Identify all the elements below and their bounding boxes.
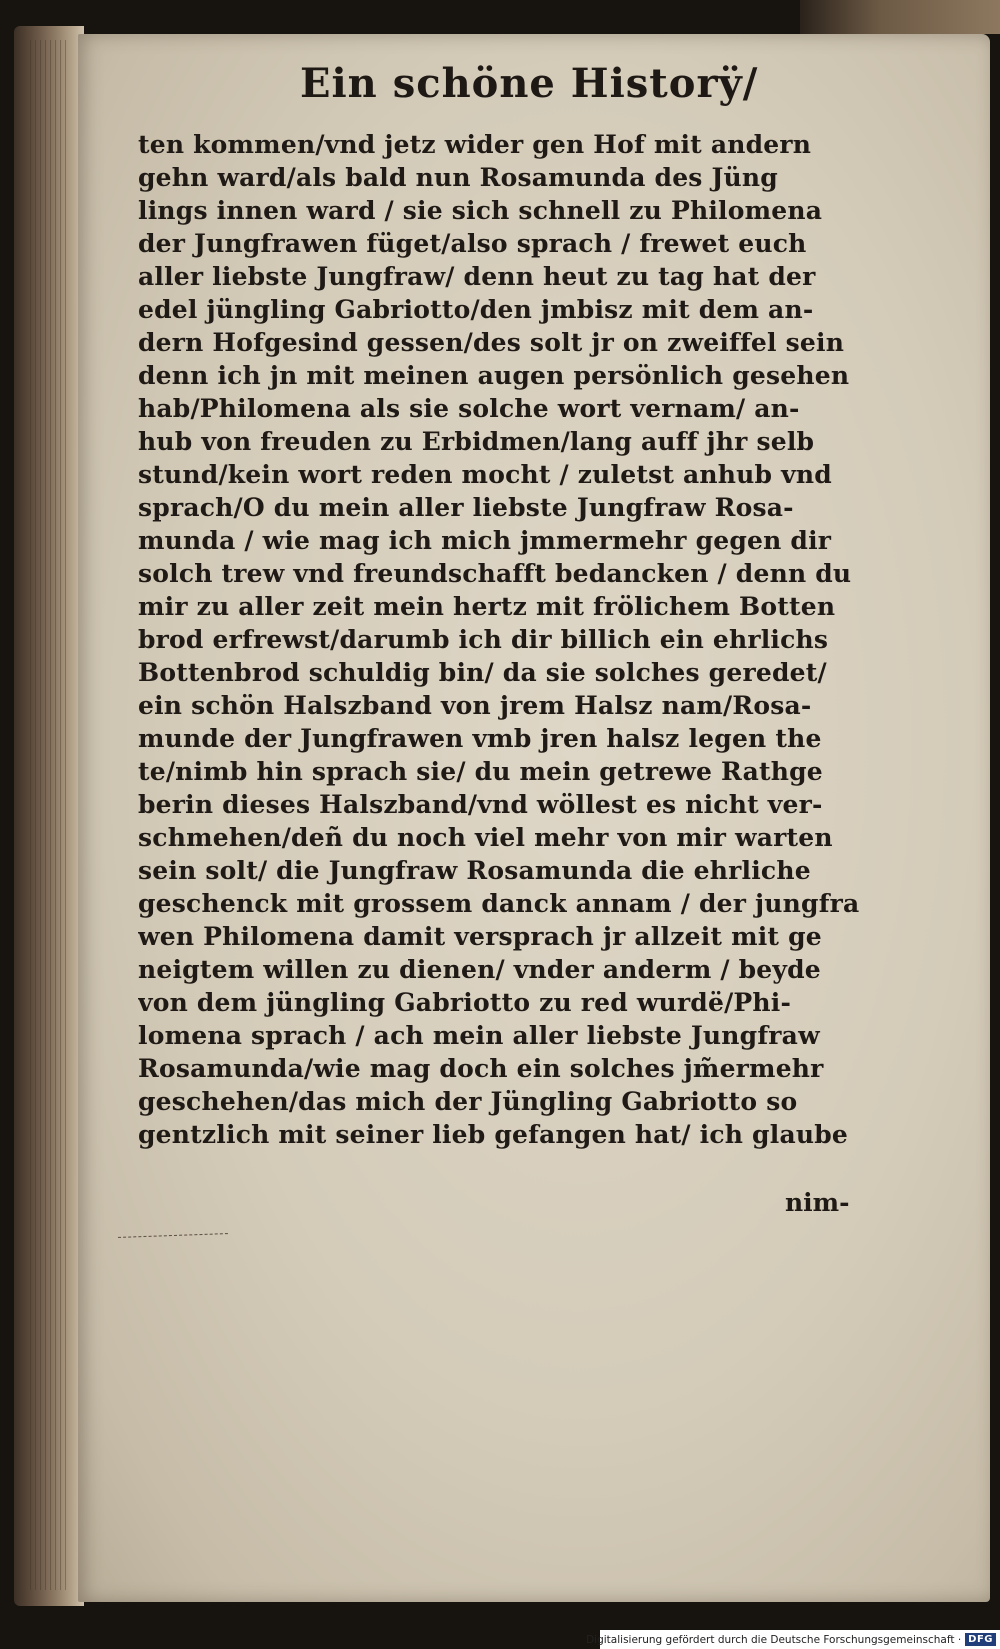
- text-line: wen Philomena damit versprach jr allzeit mit ge: [138, 922, 822, 951]
- text-line: hab/Philomena als sie solche wort vernam/ an-: [138, 394, 800, 423]
- text-line: edel jüngling Gabriotto/den jmbisz mit dem an-: [138, 295, 814, 324]
- text-line: der Jungfrawen füget/also sprach / frewet euch: [138, 229, 807, 258]
- text-line: berin dieses Halszband/vnd wöllest es nicht ver-: [138, 790, 823, 819]
- text-line: schmehen/deñ du noch viel mehr von mir warten: [138, 823, 833, 852]
- text-body: [138, 128, 898, 1151]
- text-line: geschehen/das mich der Jüngling Gabriotto so: [138, 1087, 798, 1116]
- text-line: dern Hofgesind gessen/des solt jr on zweiffel sein: [138, 328, 845, 357]
- text-line: Rosamunda/wie mag doch ein solches jm̃ermehr: [138, 1054, 824, 1083]
- text-line: denn ich jn mit meinen augen persönlich gesehen: [138, 361, 850, 390]
- text-line: solch trew vnd freundschafft bedancken / denn du: [138, 559, 852, 588]
- text-line: Bottenbrod schuldig bin/ da sie solches geredet/: [138, 658, 827, 687]
- page-edges: [30, 40, 70, 1590]
- page-heading: Ein schöne Historÿ/: [300, 60, 759, 107]
- text-line: ein schön Halszband von jrem Halsz nam/Rosa-: [138, 691, 812, 720]
- text-line: te/nimb hin sprach sie/ du mein getrewe Rathge: [138, 757, 823, 786]
- text-line: munde der Jungfrawen vmb jren halsz legen the: [138, 724, 822, 753]
- text-line: sein solt/ die Jungfraw Rosamunda die ehrliche: [138, 856, 811, 885]
- text-line: brod erfrewst/darumb ich dir billich ein ehrlichs: [138, 625, 829, 654]
- footer-credit: Digitalisierung gefördert durch die Deutsche Forschungsgemeinschaft ·: [586, 1633, 962, 1646]
- adjacent-page-strip: [800, 0, 1000, 34]
- text-line: hub von freuden zu Erbidmen/lang auff jhr selb: [138, 427, 815, 456]
- dfg-logo: DFG: [965, 1633, 996, 1646]
- text-line: von dem jüngling Gabriotto zu red wurdë/Phi-: [138, 988, 792, 1017]
- digitization-footer: [586, 1630, 1000, 1649]
- text-line: lomena sprach / ach mein aller liebste Jungfraw: [138, 1021, 820, 1050]
- text-line: munda / wie mag ich mich jmmermehr gegen dir: [138, 526, 832, 555]
- text-line: stund/kein wort reden mocht / zuletst anhub vnd: [138, 460, 832, 489]
- text-line: lings innen ward / sie sich schnell zu Philomena: [138, 196, 823, 225]
- text-line: sprach/O du mein aller liebste Jungfraw Rosa-: [138, 493, 794, 522]
- text-line: neigtem willen zu dienen/ vnder anderm / beyde: [138, 955, 821, 984]
- text-line: ten kommen/vnd jetz wider gen Hof mit andern: [138, 130, 812, 159]
- text-line: aller liebste Jungfraw/ denn heut zu tag hat der: [138, 262, 816, 291]
- text-line: gentzlich mit seiner lieb gefangen hat/ ich glaube: [138, 1120, 848, 1149]
- text-line: mir zu aller zeit mein hertz mit frölichem Botten: [138, 592, 836, 621]
- text-line: geschenck mit grossem danck annam / der jungfra: [138, 889, 860, 918]
- catchword: nim-: [785, 1188, 850, 1217]
- text-line: gehn ward/als bald nun Rosamunda des Jüng: [138, 163, 778, 192]
